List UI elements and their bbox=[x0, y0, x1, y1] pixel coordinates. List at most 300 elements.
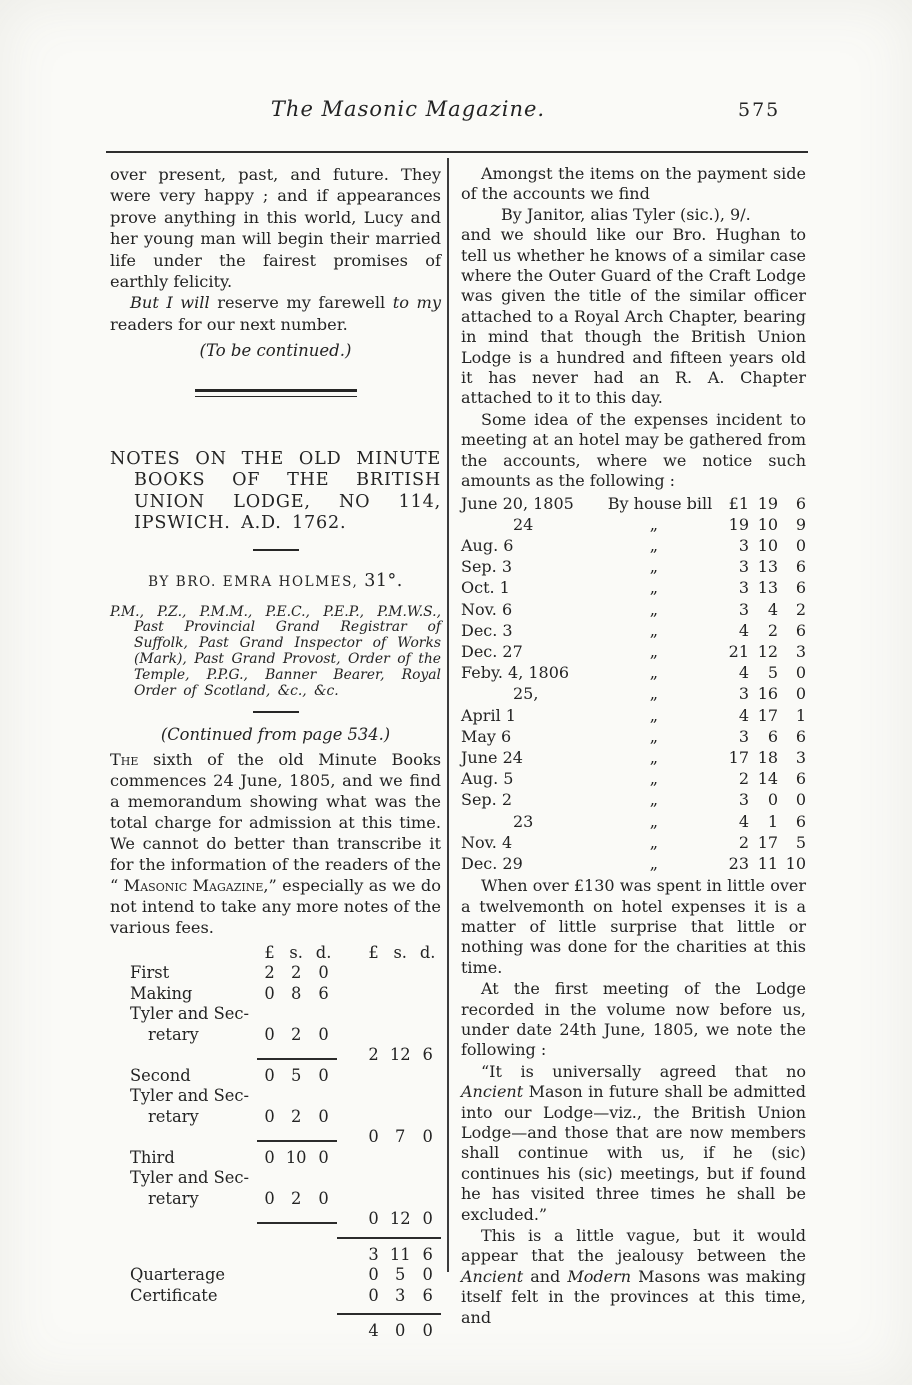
paragraph-expenses: Some idea of the expenses incident to meeting at an hotel may be gathered from the accounts, where we notice such amounts as the following : bbox=[461, 409, 806, 491]
fee-cell bbox=[310, 1168, 337, 1189]
fee-cell: 3 bbox=[395, 1285, 406, 1305]
expense-shillings: 10 bbox=[757, 535, 779, 555]
paragraph-first-meeting: At the first meeting of the Lodge recorded in the volume now before us, under date 24th June, 1805, we note the following : bbox=[461, 979, 806, 1060]
fee-cell: 0 bbox=[318, 1065, 329, 1085]
fee-cell bbox=[310, 1230, 337, 1245]
fee-cell bbox=[337, 1148, 386, 1169]
fee-cell bbox=[337, 1004, 386, 1025]
expense-desc: „ bbox=[649, 705, 659, 725]
closing-text-1: This is a little vague, but it would appear that the jealousy between the bbox=[461, 1226, 806, 1266]
expense-desc: „ bbox=[649, 641, 659, 661]
fee-row bbox=[130, 1321, 441, 1342]
expense-pounds: 3 bbox=[738, 557, 750, 577]
fee-cell: 6 bbox=[318, 983, 329, 1003]
to-be-continued: (To be continued.) bbox=[199, 341, 352, 361]
expense-shillings: 1 bbox=[767, 811, 779, 831]
expense-desc: „ bbox=[649, 557, 659, 577]
farewell-roman-2: readers for our next number. bbox=[110, 314, 348, 334]
expense-pence: 6 bbox=[795, 726, 806, 746]
fee-cell bbox=[257, 1321, 282, 1342]
fee-cell bbox=[386, 1025, 414, 1046]
expense-desc: „ bbox=[649, 599, 659, 619]
expense-date: Dec. 29 bbox=[461, 853, 523, 873]
fee-row bbox=[130, 1286, 441, 1307]
fee-cell: 5 bbox=[291, 1065, 302, 1085]
fee-row-label bbox=[130, 1045, 257, 1066]
fee-rule-row bbox=[130, 1127, 441, 1148]
expense-date: April 1 bbox=[461, 705, 516, 725]
expense-shillings: 11 bbox=[757, 853, 779, 873]
expense-row bbox=[461, 683, 806, 704]
expense-pounds: 3 bbox=[738, 790, 750, 810]
expense-shillings: 6 bbox=[767, 726, 779, 746]
fee-cell: 6 bbox=[422, 1285, 433, 1305]
fee-cell bbox=[386, 1189, 414, 1210]
fee-row bbox=[130, 1066, 441, 1087]
fee-row-label: retary bbox=[148, 1188, 199, 1208]
fee-cell bbox=[257, 1127, 282, 1148]
fee-cell: 6 bbox=[422, 1244, 433, 1264]
fee-cell bbox=[257, 1209, 282, 1230]
fee-row bbox=[130, 963, 441, 984]
farewell-italic-2: to my bbox=[392, 293, 441, 313]
expense-pounds: 3 bbox=[738, 599, 750, 619]
expense-shillings: 16 bbox=[757, 684, 779, 704]
expense-desc: „ bbox=[649, 811, 659, 831]
fee-cell bbox=[310, 1286, 337, 1307]
fee-row-label: Second bbox=[130, 1065, 191, 1085]
expense-date: Nov. 4 bbox=[461, 832, 513, 852]
fee-cell bbox=[414, 1025, 441, 1046]
quote-text-2: Mason in future shall be admitted into our Lodge—viz., the British Union Lodge—and those that are now members shall continue with us, if he (sic) continues his (sic) meetings, but if found he has visited three times he shall be excluded.” bbox=[461, 1082, 806, 1224]
farewell-italic-1: But I will bbox=[130, 293, 218, 313]
fee-cell bbox=[337, 1189, 386, 1210]
fee-cell bbox=[414, 1066, 441, 1087]
expense-date: May 6 bbox=[461, 726, 512, 746]
fee-row-label: Quarterage bbox=[130, 1265, 226, 1285]
fee-cell bbox=[282, 1045, 310, 1066]
fee-cell: 2 bbox=[368, 1045, 379, 1065]
expense-pence: 9 bbox=[795, 514, 806, 534]
fee-cell bbox=[257, 1245, 282, 1266]
expense-pounds: 4 bbox=[738, 620, 750, 640]
expense-shillings: 19 bbox=[757, 493, 779, 513]
expense-row bbox=[461, 705, 806, 726]
expense-date: 23 bbox=[513, 811, 534, 831]
expense-desc: „ bbox=[649, 853, 659, 873]
expense-row bbox=[461, 556, 806, 577]
section-divider-rule bbox=[195, 389, 357, 397]
fee-cell bbox=[310, 1306, 337, 1321]
fee-row-label bbox=[130, 1209, 257, 1230]
expense-date: 24 bbox=[513, 514, 534, 534]
fee-cell bbox=[337, 1107, 386, 1128]
fee-cell bbox=[282, 1168, 310, 1189]
fee-cell bbox=[386, 1086, 414, 1107]
paragraph-continuation: over present, past, and future. They were very happy ; and if appearances prove anything in this world, Lucy and her young man will begin their married life under the fairest promises of earthly felicity. bbox=[110, 165, 441, 292]
expense-pence: 6 bbox=[795, 620, 806, 640]
continued-from-note: (Continued from page 534.) bbox=[160, 725, 391, 745]
intro-smallcaps: Masonic Magazine bbox=[123, 875, 264, 895]
fee-row bbox=[130, 984, 441, 1005]
fee-cell bbox=[310, 1321, 337, 1342]
intro-text-2: ,” especially as we do not intend to take any more notes of the various fees. bbox=[110, 875, 442, 937]
fee-cell: 12 bbox=[389, 1045, 411, 1065]
fee-cell bbox=[282, 1209, 310, 1230]
expense-desc: „ bbox=[649, 663, 659, 683]
expense-desc: „ bbox=[649, 684, 659, 704]
expense-row bbox=[461, 514, 806, 535]
fee-cell bbox=[414, 963, 441, 984]
expense-row bbox=[461, 747, 806, 768]
intro-paragraph bbox=[110, 749, 441, 938]
paragraph-hughan: and we should like our Bro. Hughan to tell us whether he knows of a similar case where the Outer Guard of the Craft Lodge was given the title of the similar officer attached to a Royal Arch Chapter, bearing in mind that though the British Union Lodge is a hundred and fifteen years old it has never had an R. A. Chapter attached to it to this day. bbox=[461, 225, 806, 408]
expense-shillings: 2 bbox=[767, 620, 779, 640]
fee-row-label: Third bbox=[130, 1147, 175, 1167]
expense-shillings: 10 bbox=[757, 514, 779, 534]
expense-pence: 0 bbox=[795, 790, 806, 810]
expense-row bbox=[461, 535, 806, 556]
expense-shillings: 0 bbox=[767, 790, 779, 810]
fee-row-label: Certificate bbox=[130, 1285, 218, 1305]
janitor-line: By Janitor, alias Tyler (sic.), 9/. bbox=[501, 204, 751, 224]
fee-cell bbox=[414, 1168, 441, 1189]
fee-cell: 0 bbox=[318, 1147, 329, 1167]
expense-date: Feby. 4, 1806 bbox=[461, 663, 570, 683]
fee-row-label bbox=[130, 1321, 257, 1342]
fee-row bbox=[130, 1265, 441, 1286]
fee-row bbox=[130, 1086, 441, 1107]
fee-header-shillings-2: s. bbox=[393, 942, 407, 962]
expense-pence: 6 bbox=[795, 557, 806, 577]
paragraph-quote bbox=[461, 1062, 806, 1225]
fee-cell: 11 bbox=[389, 1244, 411, 1264]
fee-cell bbox=[282, 1086, 310, 1107]
fee-row bbox=[130, 1107, 441, 1128]
expense-date: Dec. 3 bbox=[461, 620, 513, 640]
quote-text-1: “It is universally agreed that no bbox=[481, 1061, 806, 1081]
expense-shillings: 18 bbox=[757, 747, 779, 767]
expense-row bbox=[461, 620, 806, 641]
expense-row bbox=[461, 726, 806, 747]
expense-desc: „ bbox=[649, 620, 659, 640]
expense-shillings: 13 bbox=[757, 578, 779, 598]
fee-cell bbox=[414, 1107, 441, 1128]
fee-row bbox=[130, 1245, 441, 1266]
fee-cell: 7 bbox=[395, 1127, 406, 1147]
fee-cell bbox=[282, 1321, 310, 1342]
expense-table-body bbox=[461, 493, 806, 875]
fee-cell bbox=[310, 1209, 337, 1230]
expense-pounds: 21 bbox=[728, 641, 750, 661]
fee-cell bbox=[386, 1306, 414, 1321]
fee-cell bbox=[337, 1168, 386, 1189]
fee-cell: 0 bbox=[264, 1188, 275, 1208]
expense-pence: 2 bbox=[795, 599, 806, 619]
fee-cell bbox=[257, 1230, 282, 1245]
closing-text-3: Masons was making itself felt in the provinces at this time, and bbox=[461, 1266, 806, 1327]
fee-cell bbox=[257, 1168, 282, 1189]
fee-rule-row bbox=[130, 1230, 441, 1245]
expense-row bbox=[461, 493, 806, 514]
expense-date: June 20, 1805 bbox=[461, 493, 574, 513]
expense-row bbox=[461, 853, 806, 874]
fee-row bbox=[130, 1148, 441, 1169]
expense-desc: „ bbox=[649, 790, 659, 810]
expense-desc: „ bbox=[649, 535, 659, 555]
expense-date: Nov. 6 bbox=[461, 599, 513, 619]
fee-cell: 0 bbox=[368, 1209, 379, 1229]
expense-date: Dec. 27 bbox=[461, 641, 523, 661]
paragraph-closing bbox=[461, 1226, 806, 1328]
expense-desc: By house bill bbox=[607, 493, 713, 513]
fee-cell: 4 bbox=[368, 1321, 379, 1341]
fee-cell: 10 bbox=[285, 1147, 307, 1167]
fee-cell bbox=[257, 1306, 282, 1321]
fee-cell: 0 bbox=[318, 963, 329, 983]
quote-italic-1: Ancient bbox=[461, 1082, 524, 1102]
expense-date: Aug. 5 bbox=[461, 769, 514, 789]
expense-pounds: 4 bbox=[738, 811, 750, 831]
expense-pounds: 3 bbox=[738, 726, 750, 746]
expense-pounds: 23 bbox=[728, 853, 750, 873]
expense-pence: 0 bbox=[795, 535, 806, 555]
fee-header-pounds-2: £ bbox=[368, 942, 379, 962]
fee-cell bbox=[414, 1189, 441, 1210]
fee-cell: 0 bbox=[368, 1127, 379, 1147]
fee-cell bbox=[337, 1066, 386, 1087]
expense-desc: „ bbox=[649, 578, 659, 598]
expense-table bbox=[461, 493, 806, 875]
fee-cell: 2 bbox=[291, 963, 302, 983]
fee-cell bbox=[386, 1004, 414, 1025]
expense-pence: 3 bbox=[795, 641, 806, 661]
fee-cell bbox=[337, 1306, 386, 1321]
fee-cell bbox=[282, 1127, 310, 1148]
fee-cell bbox=[386, 984, 414, 1005]
fee-rule-row bbox=[130, 1209, 441, 1230]
fee-table-header-row bbox=[130, 943, 441, 964]
fee-row-label: Making bbox=[130, 983, 193, 1003]
fee-cell: 0 bbox=[368, 1265, 379, 1285]
expense-row bbox=[461, 832, 806, 853]
expense-desc: „ bbox=[649, 726, 659, 746]
expense-pence: 6 bbox=[795, 493, 806, 513]
fee-cell: 12 bbox=[389, 1209, 411, 1229]
fee-cell bbox=[310, 1245, 337, 1266]
fee-cell bbox=[282, 1245, 310, 1266]
closing-text-2: and bbox=[523, 1266, 568, 1286]
fee-cell: 2 bbox=[291, 1024, 302, 1044]
expense-pence: 3 bbox=[795, 747, 806, 767]
expense-shillings: 4 bbox=[767, 599, 779, 619]
fee-cell bbox=[386, 963, 414, 984]
fee-cell bbox=[257, 1045, 282, 1066]
closing-italic-1: Ancient bbox=[461, 1266, 524, 1286]
fee-cell bbox=[257, 1286, 282, 1307]
fee-cell bbox=[414, 1148, 441, 1169]
fee-cell: 0 bbox=[422, 1209, 433, 1229]
fee-cell: 0 bbox=[318, 1024, 329, 1044]
expense-pounds: 3 bbox=[738, 684, 750, 704]
fee-cell: 0 bbox=[264, 983, 275, 1003]
expense-shillings: 17 bbox=[757, 705, 779, 725]
expense-pounds: 4 bbox=[738, 663, 750, 683]
fee-row-label: First bbox=[130, 963, 170, 983]
expense-pounds: 3 bbox=[738, 535, 750, 555]
expense-row bbox=[461, 641, 806, 662]
fee-row-label bbox=[130, 1127, 257, 1148]
fee-rule-row bbox=[130, 1045, 441, 1066]
fee-cell bbox=[257, 1086, 282, 1107]
fee-row-label: Tyler and Sec- bbox=[130, 1004, 250, 1024]
fee-cell bbox=[282, 1230, 310, 1245]
expense-pounds: 3 bbox=[738, 578, 750, 598]
expense-pence: 6 bbox=[795, 769, 806, 789]
expense-pounds: 2 bbox=[738, 832, 750, 852]
fee-cell bbox=[282, 1286, 310, 1307]
column-divider bbox=[447, 158, 449, 1272]
fee-cell bbox=[337, 1230, 386, 1245]
expense-pounds: 2 bbox=[738, 769, 750, 789]
expense-shillings: 5 bbox=[767, 663, 779, 683]
fee-cell: 0 bbox=[422, 1127, 433, 1147]
expense-pounds: 4 bbox=[738, 705, 750, 725]
expense-shillings: 17 bbox=[757, 832, 779, 852]
intro-text-1: sixth of the old Minute Books commences 24 June, 1805, and we find a memorandum showing what was the total charge for admission at this time. We cannot do better than transcribe it for the information of the readers of the “ bbox=[110, 749, 441, 895]
fee-cell bbox=[386, 1148, 414, 1169]
fee-cell bbox=[414, 1086, 441, 1107]
fee-row bbox=[130, 1004, 441, 1025]
fee-cell: 2 bbox=[291, 1188, 302, 1208]
fee-row-label: Tyler and Sec- bbox=[130, 1086, 250, 1106]
fee-cell: 0 bbox=[264, 1147, 275, 1167]
fee-cell: 0 bbox=[264, 1106, 275, 1126]
byline-degree: 31°. bbox=[364, 571, 403, 592]
fee-cell bbox=[386, 1066, 414, 1087]
fee-cell bbox=[414, 1230, 441, 1245]
expense-pence: 0 bbox=[795, 684, 806, 704]
expense-shillings: 14 bbox=[757, 769, 779, 789]
article-byline bbox=[110, 571, 441, 593]
fee-cell: 0 bbox=[264, 1024, 275, 1044]
fee-cell bbox=[414, 1306, 441, 1321]
expense-row bbox=[461, 662, 806, 683]
fee-cell bbox=[282, 1265, 310, 1286]
fee-cell: 0 bbox=[318, 1188, 329, 1208]
header-rule bbox=[106, 151, 808, 153]
right-column bbox=[461, 164, 806, 1328]
fee-cell: 0 bbox=[422, 1321, 433, 1341]
expense-desc: „ bbox=[649, 832, 659, 852]
expense-pounds: 19 bbox=[728, 514, 750, 534]
fee-cell bbox=[310, 1265, 337, 1286]
expense-pence: 5 bbox=[795, 832, 806, 852]
expense-desc: „ bbox=[649, 747, 659, 767]
fee-cell: 5 bbox=[395, 1265, 406, 1285]
expense-shillings: 12 bbox=[757, 641, 779, 661]
article-title: NOTES ON THE OLD MINUTE BOOKS OF THE BRITISH UNION LODGE, NO 114, IPSWICH. A.D. 1762. bbox=[110, 448, 441, 534]
fee-cell: 0 bbox=[422, 1265, 433, 1285]
fee-row-label bbox=[130, 1230, 257, 1245]
fee-cell bbox=[310, 1127, 337, 1148]
expense-row bbox=[461, 811, 806, 832]
farewell-roman-1: reserve my farewell bbox=[217, 293, 393, 313]
fee-cell bbox=[337, 1025, 386, 1046]
expense-date: June 24 bbox=[461, 747, 523, 767]
fee-cell: 0 bbox=[395, 1321, 406, 1341]
expense-date: Sep. 2 bbox=[461, 790, 513, 810]
left-column bbox=[110, 164, 441, 1342]
expense-row bbox=[461, 577, 806, 598]
fee-cell bbox=[282, 1306, 310, 1321]
fee-cell: 0 bbox=[318, 1106, 329, 1126]
expense-desc: „ bbox=[649, 769, 659, 789]
fee-cell: 2 bbox=[264, 963, 275, 983]
credentials-dash-rule bbox=[253, 711, 299, 713]
fee-cell bbox=[257, 1265, 282, 1286]
fee-header-pence-1: d. bbox=[315, 942, 332, 962]
fee-row-label bbox=[130, 1245, 257, 1266]
fee-cell: 2 bbox=[291, 1106, 302, 1126]
author-credentials: P.M., P.Z., P.M.M., P.E.C., P.E.P., P.M.W.S., Past Provincial Grand Registrar of Suffolk, Past Grand Inspector of Works (Mark), Past Grand Provost, Order of the Temple, P.P.G., Banner Bearer, Royal Order of Scotland, &c., &c. bbox=[110, 603, 441, 699]
fee-cell bbox=[386, 1230, 414, 1245]
fee-cell bbox=[310, 1086, 337, 1107]
fee-cell: 0 bbox=[368, 1285, 379, 1305]
expense-pounds: 17 bbox=[728, 747, 750, 767]
fee-table-body bbox=[130, 963, 441, 1342]
fee-cell bbox=[337, 984, 386, 1005]
expense-date: Oct. 1 bbox=[461, 578, 510, 598]
expense-desc: „ bbox=[649, 514, 659, 534]
expense-shillings: 13 bbox=[757, 557, 779, 577]
fee-cell bbox=[386, 1107, 414, 1128]
expense-row bbox=[461, 789, 806, 810]
fee-header-spacer bbox=[130, 943, 257, 964]
paragraph-when-over: When over £130 was spent in little over a twelvemonth on hotel expenses it is a matter of little surprise that little or nothing was done for the charities at this time. bbox=[461, 876, 806, 977]
intro-lead-word: The bbox=[110, 749, 139, 769]
fee-row-label bbox=[130, 1306, 257, 1321]
fee-row-label: retary bbox=[148, 1024, 199, 1044]
fee-cell: 3 bbox=[368, 1244, 379, 1264]
expense-pence: 6 bbox=[795, 811, 806, 831]
closing-italic-2: Modern bbox=[567, 1266, 632, 1286]
expense-row bbox=[461, 768, 806, 789]
fee-row-label: retary bbox=[148, 1106, 199, 1126]
fee-row bbox=[130, 1168, 441, 1189]
expense-date: Sep. 3 bbox=[461, 557, 513, 577]
paragraph-amongst: Amongst the items on the payment side of the accounts we find bbox=[461, 164, 806, 204]
fee-rule-row bbox=[130, 1306, 441, 1321]
fee-header-pounds-1: £ bbox=[264, 942, 275, 962]
expense-pence: 1 bbox=[795, 705, 806, 725]
fee-row bbox=[130, 1189, 441, 1210]
fee-cell: 8 bbox=[291, 983, 302, 1003]
fee-header-shillings-1: s. bbox=[289, 942, 303, 962]
byline-prefix: BY BRO. EMRA HOLMES, bbox=[148, 574, 365, 591]
expense-pounds: £1 bbox=[728, 493, 750, 513]
fee-cell bbox=[282, 1004, 310, 1025]
fee-row bbox=[130, 1025, 441, 1046]
fee-cell bbox=[386, 1168, 414, 1189]
expense-pence: 0 bbox=[795, 663, 806, 683]
fee-header-pence-2: d. bbox=[419, 942, 436, 962]
fee-cell: 0 bbox=[264, 1065, 275, 1085]
fee-row-label: Tyler and Sec- bbox=[130, 1168, 250, 1188]
fee-cell bbox=[414, 984, 441, 1005]
expense-pence: 6 bbox=[795, 578, 806, 598]
fee-cell bbox=[414, 1004, 441, 1025]
